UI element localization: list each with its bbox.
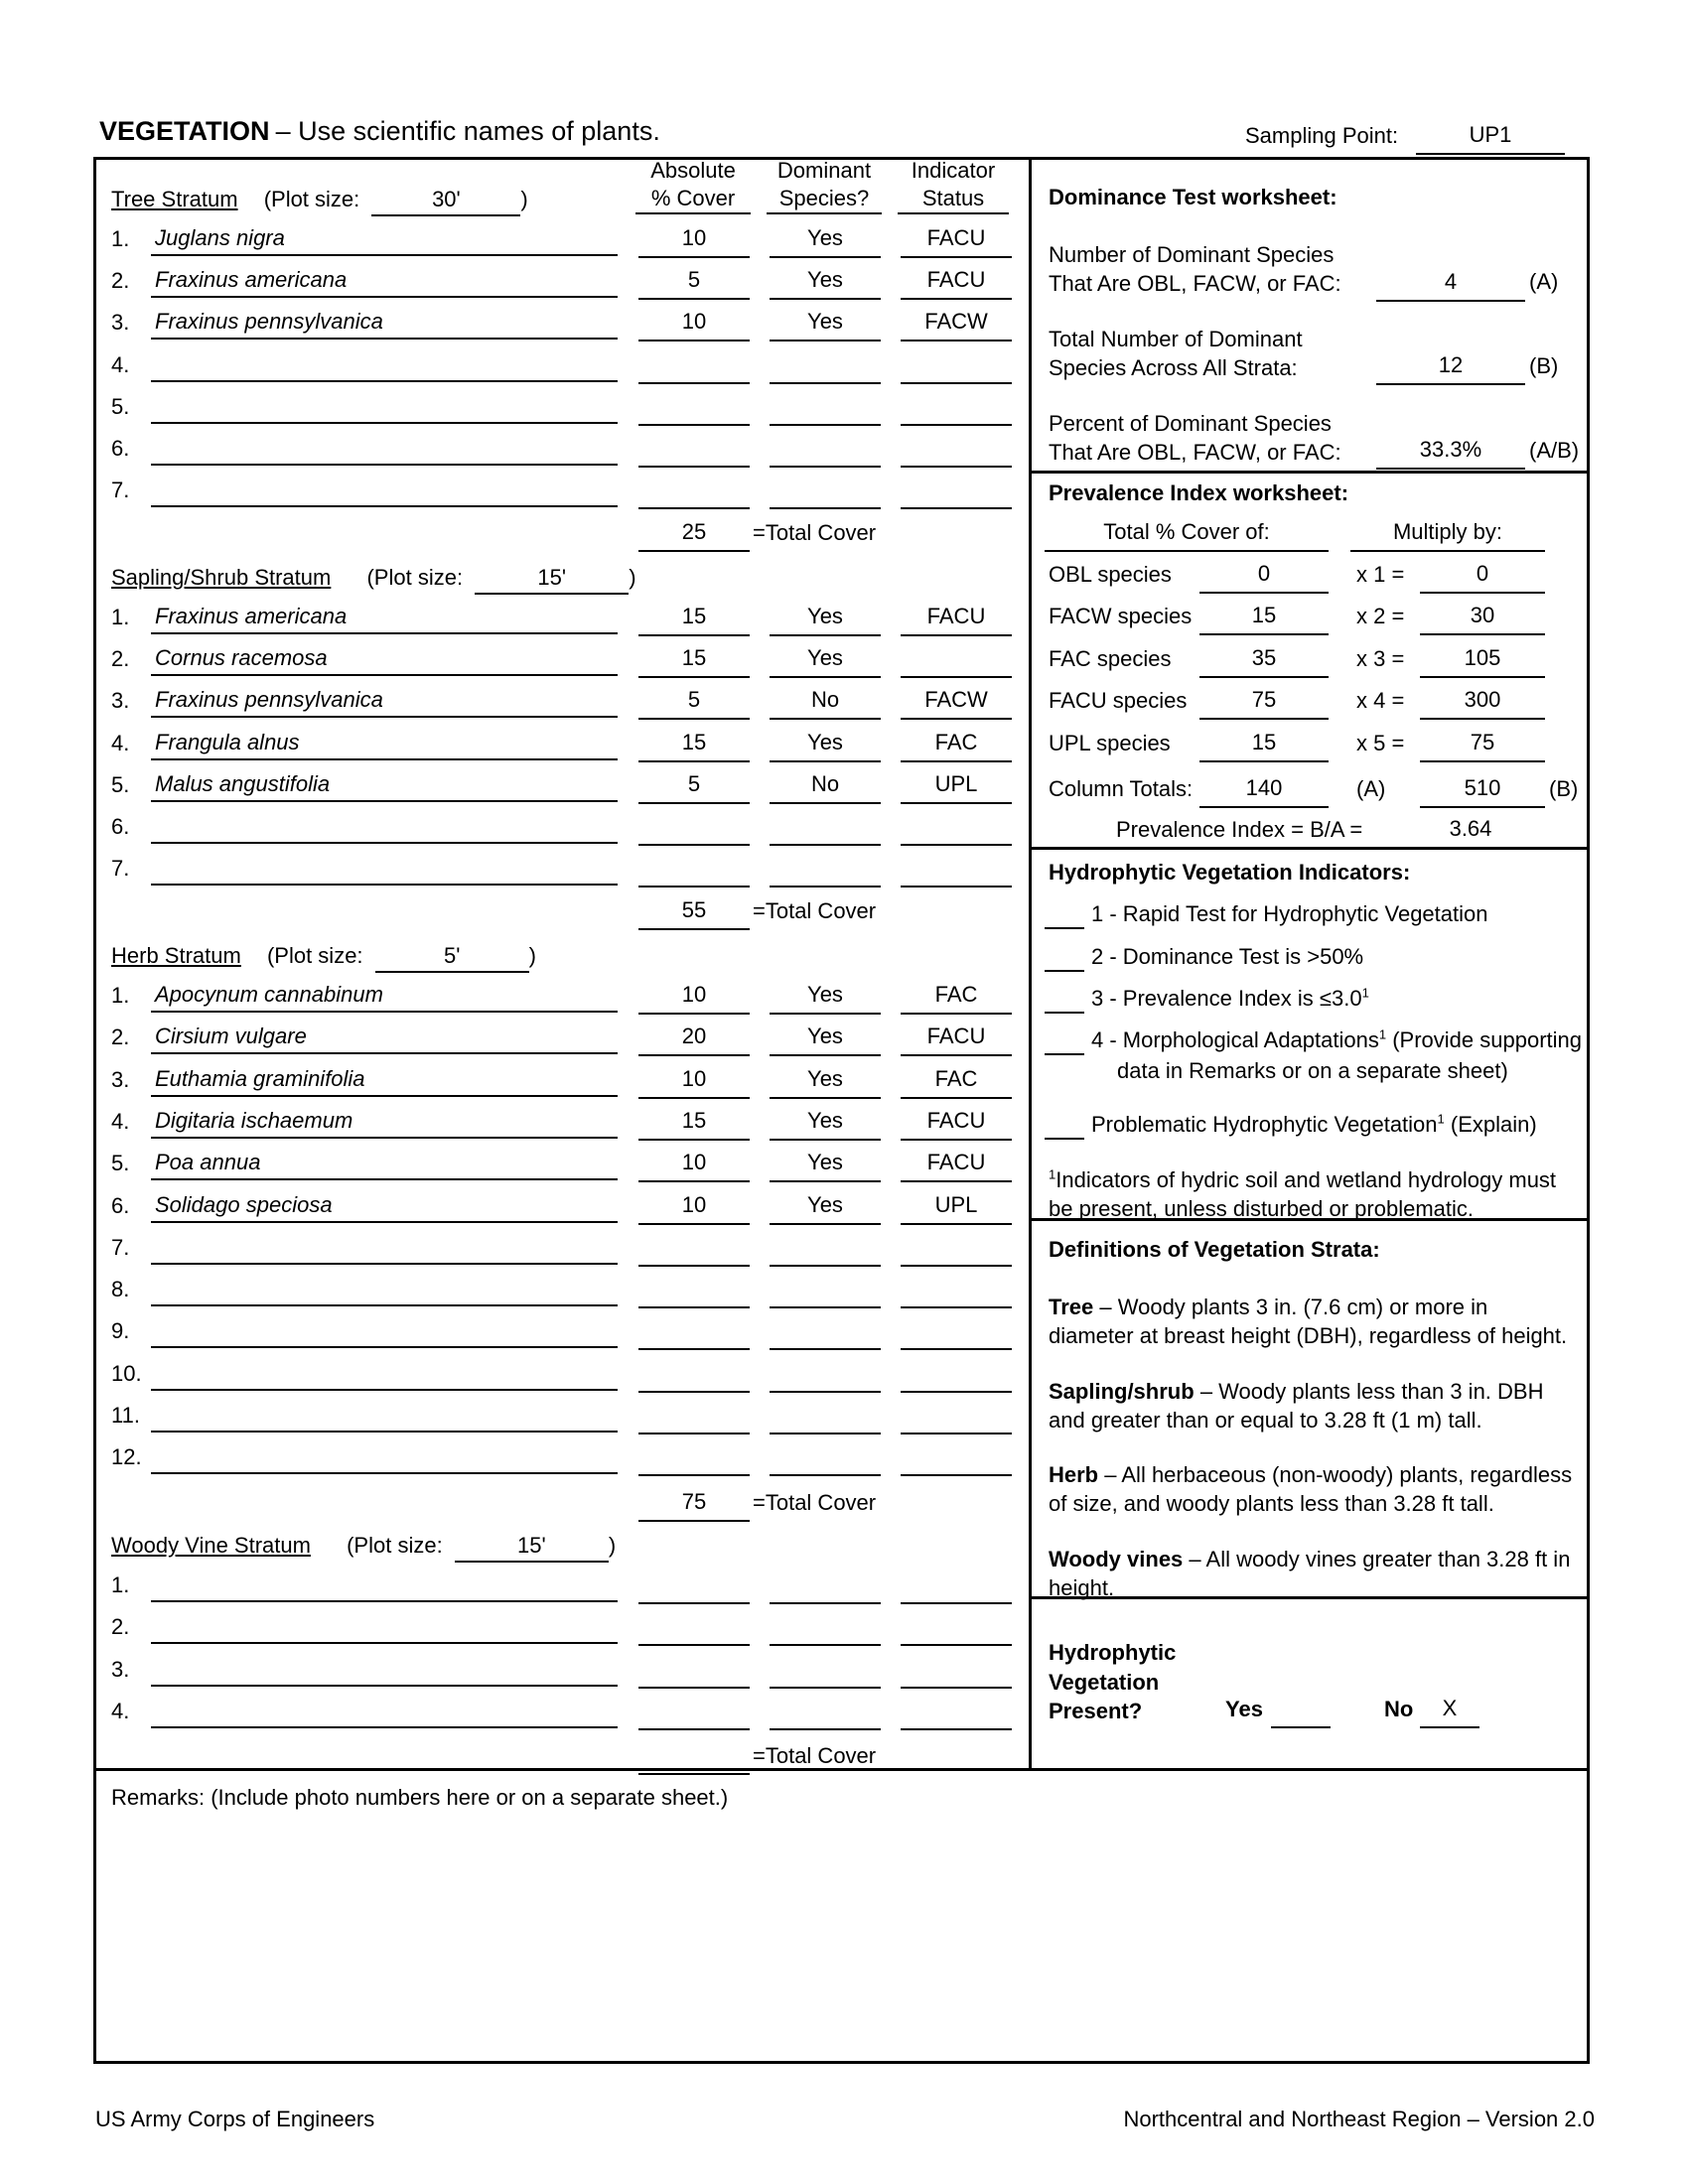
dominant-field[interactable] bbox=[770, 388, 881, 426]
status-field[interactable]: UPL bbox=[901, 1187, 1012, 1225]
shrub-stratum-heading: Sapling/Shrub Stratum (Plot size: 15' ) bbox=[111, 563, 636, 595]
cover-field[interactable]: 5 bbox=[638, 766, 750, 804]
header-cover-underlined: % Cover bbox=[635, 185, 751, 214]
indicator-3-label: 3 - Prevalence Index is $\le 3.0^1$ bbox=[1091, 985, 1369, 1011]
dominant-field[interactable]: Yes bbox=[770, 1187, 881, 1225]
prevalence-multiplier: x 2 = bbox=[1356, 604, 1405, 629]
dominance-percent-field[interactable]: 33.3% bbox=[1376, 432, 1525, 470]
dominant-field[interactable] bbox=[770, 472, 881, 509]
cover-field[interactable] bbox=[638, 1438, 750, 1476]
dominance-a-tag: (A) bbox=[1529, 269, 1559, 294]
prevalence-total-b-tag: (B) bbox=[1549, 776, 1579, 801]
prevalence-result-field[interactable]: 0 bbox=[1420, 556, 1545, 594]
indicator-1-checkbox[interactable] bbox=[1045, 927, 1084, 929]
row-number: 1. bbox=[111, 1572, 130, 1597]
row-number: 2. bbox=[111, 1614, 130, 1640]
species-field[interactable]: Euthamia graminifolia bbox=[151, 1061, 618, 1097]
cover-field[interactable]: 15 bbox=[638, 640, 750, 678]
indicator-4-label-cont: data in Remarks or on a separate sheet) bbox=[1117, 1058, 1508, 1083]
dominant-field[interactable] bbox=[770, 1567, 881, 1604]
row-number: 4. bbox=[111, 1108, 130, 1134]
status-field[interactable]: FACU bbox=[901, 220, 1012, 258]
status-field[interactable] bbox=[901, 1397, 1012, 1434]
remarks-area[interactable] bbox=[99, 1817, 1583, 2055]
dominance-a-label: Number of Dominant Species That Are OBL, FACW, or FAC: bbox=[1049, 242, 1341, 296]
prevalence-species-label: OBL species bbox=[1049, 562, 1172, 587]
row-number: 6. bbox=[111, 1192, 130, 1218]
species-field[interactable] bbox=[151, 1397, 618, 1433]
dominant-field[interactable]: Yes bbox=[770, 1061, 881, 1099]
cover-field[interactable] bbox=[638, 1355, 750, 1393]
row-number: 1. bbox=[111, 226, 130, 251]
prevalence-cover-field[interactable]: 15 bbox=[1199, 725, 1329, 762]
status-field[interactable]: FACU bbox=[901, 1145, 1012, 1182]
species-field[interactable]: Fraxinus pennsylvanica bbox=[151, 682, 618, 718]
dominant-field[interactable] bbox=[770, 850, 881, 887]
dominant-field[interactable]: Yes bbox=[770, 220, 881, 258]
prevalence-result-field[interactable]: 75 bbox=[1420, 725, 1545, 762]
definition-herb: Herb – All herbaceous (non-woody) plants, regardless of size, and woody plants less than 3.28 ft tall. bbox=[1049, 1462, 1573, 1516]
cover-field[interactable]: 15 bbox=[638, 725, 750, 762]
dominant-field[interactable] bbox=[770, 1608, 881, 1646]
dominant-field[interactable]: Yes bbox=[770, 977, 881, 1015]
prevalence-result-field[interactable]: 300 bbox=[1420, 682, 1545, 720]
status-field[interactable] bbox=[901, 472, 1012, 509]
row-number: 7. bbox=[111, 1234, 130, 1260]
frame-right bbox=[1587, 157, 1590, 2064]
prevalence-col-cover-header: Total % Cover of: bbox=[1045, 514, 1329, 552]
frame-top-right bbox=[1029, 157, 1589, 160]
status-field[interactable] bbox=[901, 1651, 1012, 1689]
dominant-field[interactable]: Yes bbox=[770, 304, 881, 341]
row-number: 5. bbox=[111, 393, 130, 419]
vine-total-cover-field[interactable] bbox=[638, 1737, 750, 1775]
present-yes-label: Yes bbox=[1225, 1697, 1263, 1721]
dominance-percent-label: Percent of Dominant Species That Are OBL, FACW, or FAC: bbox=[1049, 411, 1341, 465]
species-field[interactable]: Fraxinus americana bbox=[151, 262, 618, 298]
species-field[interactable]: Digitaria ischaemum bbox=[151, 1103, 618, 1139]
indicator-3-checkbox[interactable] bbox=[1045, 1012, 1084, 1014]
status-field[interactable] bbox=[901, 640, 1012, 678]
header-indicator-underlined: Status bbox=[898, 185, 1009, 214]
dominant-field[interactable]: Yes bbox=[770, 1103, 881, 1141]
dominant-field[interactable]: Yes bbox=[770, 1019, 881, 1056]
species-field[interactable] bbox=[151, 1312, 618, 1348]
status-field[interactable]: FACU bbox=[901, 1019, 1012, 1056]
tree-total-cover-field[interactable]: 25 bbox=[638, 514, 750, 552]
row-number: 6. bbox=[111, 436, 130, 461]
status-field[interactable] bbox=[901, 430, 1012, 468]
species-field[interactable] bbox=[151, 346, 618, 382]
cover-field[interactable] bbox=[638, 430, 750, 468]
species-field[interactable] bbox=[151, 1271, 618, 1306]
row-number: 4. bbox=[111, 1698, 130, 1723]
dominant-field[interactable] bbox=[770, 1355, 881, 1393]
dominant-field[interactable] bbox=[770, 1271, 881, 1308]
prevalence-species-label: UPL species bbox=[1049, 730, 1171, 755]
status-field[interactable] bbox=[901, 808, 1012, 846]
cover-field[interactable] bbox=[638, 1608, 750, 1646]
dominance-b-field[interactable]: 12 bbox=[1376, 347, 1525, 385]
footer-left: US Army Corps of Engineers bbox=[95, 2107, 375, 2131]
species-field[interactable] bbox=[151, 1438, 618, 1474]
species-field[interactable] bbox=[151, 850, 618, 886]
cover-field[interactable] bbox=[638, 1693, 750, 1730]
cover-field[interactable] bbox=[638, 850, 750, 887]
status-field[interactable] bbox=[901, 1355, 1012, 1393]
status-field[interactable] bbox=[901, 346, 1012, 384]
status-field[interactable] bbox=[901, 388, 1012, 426]
indicator-4-checkbox[interactable] bbox=[1045, 1053, 1084, 1055]
prevalence-total-b-field[interactable]: 510 bbox=[1420, 770, 1545, 808]
species-field[interactable] bbox=[151, 1229, 618, 1265]
species-field[interactable]: Fraxinus pennsylvanica bbox=[151, 304, 618, 340]
species-field[interactable] bbox=[151, 1693, 618, 1728]
prevalence-index-field[interactable]: 3.64 bbox=[1396, 811, 1545, 849]
species-field[interactable] bbox=[151, 388, 618, 424]
dominant-field[interactable]: Yes bbox=[770, 1145, 881, 1182]
status-field[interactable] bbox=[901, 1438, 1012, 1476]
cover-field[interactable] bbox=[638, 472, 750, 509]
row-number: 8. bbox=[111, 1277, 130, 1302]
status-field[interactable]: FAC bbox=[901, 977, 1012, 1015]
species-field[interactable] bbox=[151, 472, 618, 507]
herb-total-cover-field[interactable]: 75 bbox=[638, 1484, 750, 1522]
row-number: 3. bbox=[111, 310, 130, 336]
species-field[interactable]: Solidago speciosa bbox=[151, 1187, 618, 1223]
cover-field[interactable] bbox=[638, 1229, 750, 1267]
prevalence-cover-field[interactable]: 35 bbox=[1199, 640, 1329, 678]
frame-bottom bbox=[93, 2061, 1590, 2064]
definition-woody-vines: Woody vines – All woody vines greater than 3.28 ft in height. bbox=[1049, 1547, 1571, 1600]
species-field[interactable]: Frangula alnus bbox=[151, 725, 618, 760]
dominance-b-tag: (B) bbox=[1529, 353, 1559, 378]
dominant-field[interactable]: Yes bbox=[770, 725, 881, 762]
dominant-field[interactable] bbox=[770, 1693, 881, 1730]
cover-field[interactable]: 10 bbox=[638, 304, 750, 341]
species-field[interactable] bbox=[151, 1651, 618, 1687]
species-field[interactable] bbox=[151, 430, 618, 466]
status-field[interactable]: FACW bbox=[901, 304, 1012, 341]
cover-field[interactable] bbox=[638, 1567, 750, 1604]
dominant-field[interactable] bbox=[770, 1651, 881, 1689]
status-field[interactable]: FACU bbox=[901, 599, 1012, 636]
frame-top-left bbox=[93, 157, 1029, 160]
row-number: 9. bbox=[111, 1318, 130, 1344]
dominance-title: Dominance Test worksheet: bbox=[1049, 185, 1337, 209]
divider-prevalence bbox=[1029, 471, 1589, 474]
cover-field[interactable] bbox=[638, 346, 750, 384]
status-field[interactable]: FACW bbox=[901, 682, 1012, 720]
status-field[interactable] bbox=[901, 1312, 1012, 1350]
sampling-point-label: Sampling Point: bbox=[1245, 123, 1399, 148]
prevalence-title: Prevalence Index worksheet: bbox=[1049, 480, 1349, 505]
prevalence-species-label: FACW species bbox=[1049, 604, 1193, 629]
prevalence-col-multiply-header: Multiply by: bbox=[1350, 514, 1545, 552]
present-no-label: No bbox=[1384, 1697, 1414, 1721]
species-field[interactable]: Cornus racemosa bbox=[151, 640, 618, 676]
prevalence-multiplier: x 1 = bbox=[1356, 562, 1405, 587]
indicators-title: Hydrophytic Vegetation Indicators: bbox=[1049, 860, 1411, 885]
tree-stratum-heading: Tree Stratum (Plot size: 30' ) bbox=[111, 185, 528, 216]
indicator-4-label: 4 - Morphological Adaptations$^1$ (Provide supporting bbox=[1091, 1026, 1582, 1052]
tree-total-cover-label: =Total Cover bbox=[753, 520, 877, 545]
herb-stratum-heading: Herb Stratum (Plot size: 5' ) bbox=[111, 941, 536, 973]
shrub-total-cover-field[interactable]: 55 bbox=[638, 892, 750, 930]
footer-right: Northcentral and Northeast Region – Version 2.0 bbox=[1123, 2107, 1595, 2131]
indicator-problematic-label: Problematic Hydrophytic Vegetation$^1$ (Explain) bbox=[1091, 1111, 1537, 1137]
cover-field[interactable]: 5 bbox=[638, 262, 750, 300]
title-rest: – Use scientific names of plants. bbox=[275, 116, 660, 146]
cover-field[interactable] bbox=[638, 808, 750, 846]
indicator-1-label: 1 - Rapid Test for Hydrophytic Vegetation bbox=[1091, 901, 1488, 926]
cover-field[interactable] bbox=[638, 1651, 750, 1689]
prevalence-multiplier: x 5 = bbox=[1356, 730, 1405, 755]
prevalence-species-label: FACU species bbox=[1049, 688, 1188, 714]
status-field[interactable]: FACU bbox=[901, 262, 1012, 300]
definition-shrub: Sapling/shrub – Woody plants less than 3 in. DBH and greater than or equal to 3.28 ft (1 m) tall. bbox=[1049, 1379, 1544, 1433]
row-number: 5. bbox=[111, 1151, 130, 1176]
species-field[interactable] bbox=[151, 1355, 618, 1391]
dominant-field[interactable] bbox=[770, 1397, 881, 1434]
header-dominant-underlined: Species? bbox=[767, 185, 882, 214]
indicator-problematic-checkbox[interactable] bbox=[1045, 1138, 1084, 1140]
prevalence-result-field[interactable]: 105 bbox=[1420, 640, 1545, 678]
prevalence-totals-label: Column Totals: bbox=[1049, 776, 1194, 801]
frame-left bbox=[93, 157, 96, 2064]
indicator-2-label: 2 - Dominance Test is >50% bbox=[1091, 944, 1364, 969]
prevalence-total-a-tag: (A) bbox=[1356, 776, 1386, 801]
present-no-field[interactable]: X bbox=[1420, 1691, 1479, 1728]
shrub-total-cover-label: =Total Cover bbox=[753, 898, 877, 923]
shrub-plot-size-field[interactable]: 15' bbox=[475, 563, 629, 595]
prevalence-multiplier: x 3 = bbox=[1356, 645, 1405, 671]
header-indicator-status: Indicator Status bbox=[898, 157, 1009, 214]
dominant-field[interactable] bbox=[770, 1229, 881, 1267]
present-yes-field[interactable] bbox=[1271, 1691, 1331, 1728]
row-number: 7. bbox=[111, 856, 130, 882]
header-dominant-species: Dominant Species? bbox=[767, 157, 882, 214]
herb-total-cover-label: =Total Cover bbox=[753, 1490, 877, 1515]
dominant-field[interactable] bbox=[770, 1438, 881, 1476]
species-field[interactable] bbox=[151, 808, 618, 844]
cover-field[interactable]: 10 bbox=[638, 1061, 750, 1099]
present-label: Hydrophytic Vegetation Present? bbox=[1049, 1640, 1177, 1723]
dominant-field[interactable]: No bbox=[770, 682, 881, 720]
status-field[interactable]: FAC bbox=[901, 725, 1012, 762]
row-number: 5. bbox=[111, 771, 130, 797]
cover-field[interactable]: 15 bbox=[638, 1103, 750, 1141]
cover-field[interactable] bbox=[638, 1312, 750, 1350]
dominance-a-field[interactable]: 4 bbox=[1376, 264, 1525, 302]
row-number: 11. bbox=[111, 1403, 140, 1428]
prevalence-total-a-field[interactable]: 140 bbox=[1199, 770, 1329, 808]
prevalence-cover-field[interactable]: 0 bbox=[1199, 556, 1329, 594]
cover-field[interactable]: 10 bbox=[638, 1145, 750, 1182]
row-number: 4. bbox=[111, 351, 130, 377]
species-field[interactable]: Cirsium vulgare bbox=[151, 1019, 618, 1054]
header-absolute-cover: Absolute % Cover bbox=[635, 157, 751, 214]
species-field[interactable]: Juglans nigra bbox=[151, 220, 618, 256]
prevalence-index-label: Prevalence Index = B/A = bbox=[1116, 817, 1363, 842]
dominant-field[interactable] bbox=[770, 430, 881, 468]
dominant-field[interactable]: No bbox=[770, 766, 881, 804]
species-field[interactable] bbox=[151, 1608, 618, 1644]
row-number: 1. bbox=[111, 983, 130, 1008]
prevalence-cover-field[interactable]: 15 bbox=[1199, 598, 1329, 635]
cover-field[interactable] bbox=[638, 1397, 750, 1434]
cover-field[interactable]: 5 bbox=[638, 682, 750, 720]
dominant-field[interactable]: Yes bbox=[770, 640, 881, 678]
cover-field[interactable] bbox=[638, 388, 750, 426]
status-field[interactable] bbox=[901, 1567, 1012, 1604]
dominant-field[interactable] bbox=[770, 346, 881, 384]
remarks-label: Remarks: (Include photo numbers here or on a separate sheet.) bbox=[111, 1785, 729, 1810]
row-number: 2. bbox=[111, 268, 130, 294]
definitions-title: Definitions of Vegetation Strata: bbox=[1049, 1237, 1380, 1262]
row-number: 12. bbox=[111, 1444, 142, 1470]
dominant-field[interactable]: Yes bbox=[770, 599, 881, 636]
dominant-field[interactable]: Yes bbox=[770, 262, 881, 300]
row-number: 3. bbox=[111, 1656, 130, 1682]
cover-field[interactable]: 10 bbox=[638, 1187, 750, 1225]
page-title bbox=[99, 116, 660, 147]
row-number: 2. bbox=[111, 1024, 130, 1050]
species-field[interactable]: Malus angustifolia bbox=[151, 766, 618, 802]
vine-stratum-heading: Woody Vine Stratum (Plot size: 15' ) bbox=[111, 1531, 616, 1563]
definition-tree: Tree – Woody plants 3 in. (7.6 cm) or more in diameter at breast height (DBH), regardless of height. bbox=[1049, 1295, 1568, 1348]
cover-field[interactable] bbox=[638, 1271, 750, 1308]
dominance-percent-tag: (A/B) bbox=[1529, 438, 1580, 463]
dominant-field[interactable] bbox=[770, 1312, 881, 1350]
herb-plot-size-field[interactable]: 5' bbox=[375, 941, 529, 973]
vine-total-cover-label: =Total Cover bbox=[753, 1743, 877, 1768]
dominant-field[interactable] bbox=[770, 808, 881, 846]
row-number: 6. bbox=[111, 814, 130, 839]
status-field[interactable]: FAC bbox=[901, 1061, 1012, 1099]
prevalence-cover-field[interactable]: 75 bbox=[1199, 682, 1329, 720]
prevalence-species-label: FAC species bbox=[1049, 645, 1172, 671]
prevalence-result-field[interactable]: 30 bbox=[1420, 598, 1545, 635]
cover-field[interactable]: 20 bbox=[638, 1019, 750, 1056]
row-number: 4. bbox=[111, 730, 130, 755]
status-field[interactable] bbox=[901, 1271, 1012, 1308]
dominance-b-label: Total Number of Dominant Species Across All Strata: bbox=[1049, 327, 1303, 380]
row-number: 3. bbox=[111, 688, 130, 714]
status-field[interactable]: UPL bbox=[901, 766, 1012, 804]
row-number: 1. bbox=[111, 605, 130, 629]
cover-field[interactable]: 10 bbox=[638, 977, 750, 1015]
row-number: 7. bbox=[111, 478, 130, 503]
status-field[interactable] bbox=[901, 850, 1012, 887]
status-field[interactable] bbox=[901, 1229, 1012, 1267]
cover-field[interactable]: 15 bbox=[638, 599, 750, 636]
species-field[interactable]: Fraxinus americana bbox=[151, 599, 618, 634]
row-number: 10. bbox=[111, 1360, 142, 1386]
status-field[interactable] bbox=[901, 1608, 1012, 1646]
status-field[interactable]: FACU bbox=[901, 1103, 1012, 1141]
frame-middle bbox=[1029, 157, 1032, 1771]
indicators-footnote: $^1$Indicators of hydric soil and wetland hydrology must be present, unless disturbed or problematic. bbox=[1049, 1166, 1557, 1221]
species-field[interactable] bbox=[151, 1567, 618, 1602]
cover-field[interactable]: 10 bbox=[638, 220, 750, 258]
row-number: 2. bbox=[111, 646, 130, 672]
sampling-point-field[interactable]: UP1 bbox=[1416, 117, 1565, 155]
vine-plot-size-field[interactable]: 15' bbox=[455, 1531, 609, 1563]
title-bold: VEGETATION bbox=[99, 116, 270, 146]
status-field[interactable] bbox=[901, 1693, 1012, 1730]
tree-plot-size-field[interactable]: 30' bbox=[371, 185, 520, 216]
species-field[interactable]: Poa annua bbox=[151, 1145, 618, 1180]
indicator-2-checkbox[interactable] bbox=[1045, 970, 1084, 972]
prevalence-multiplier: x 4 = bbox=[1356, 688, 1405, 714]
species-field[interactable]: Apocynum cannabinum bbox=[151, 977, 618, 1013]
row-number: 3. bbox=[111, 1066, 130, 1092]
